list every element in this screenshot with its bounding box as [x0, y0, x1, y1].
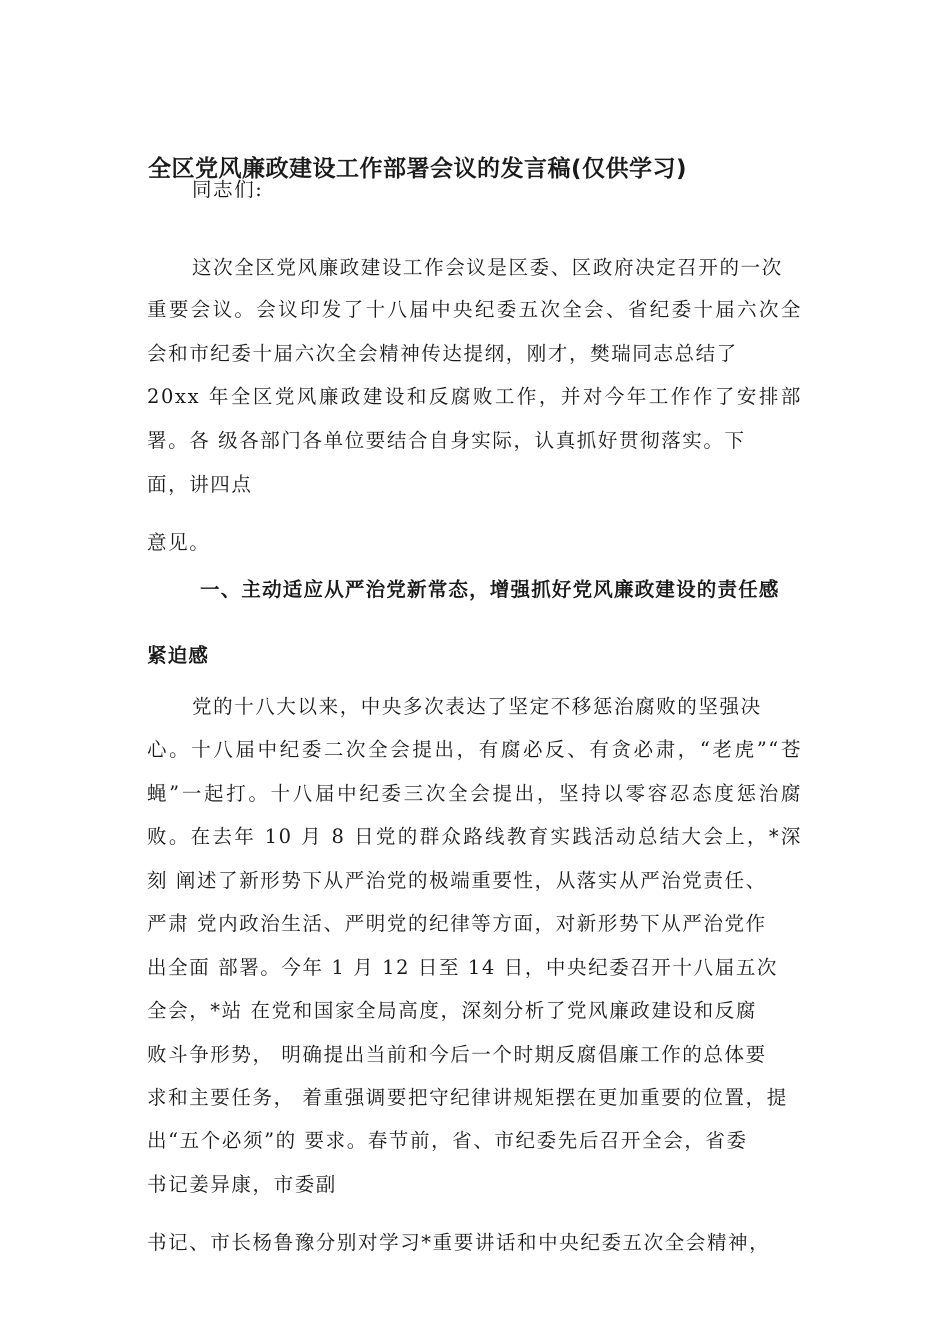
- body-line-3: 蝇”一起打。十八届中纪委三次全会提出，坚持以零容忍态度惩治腐: [147, 782, 802, 805]
- body-line-12: 书记姜异康，市委副: [147, 1173, 337, 1196]
- intro-line-4: 20xx 年全区党风廉政建设和反腐败工作，并对今年工作作了安排部: [147, 385, 802, 408]
- body-line-1: 党的十八大以来，中央多次表达了坚定不移惩治腐败的坚强决: [192, 695, 762, 718]
- salutation: 同志们:: [192, 178, 264, 201]
- intro-line-7: 意见。: [147, 531, 211, 554]
- section-heading-line-1: 一、主动适应从严治党新常态，增强抓好党风廉政建设的责任感: [200, 578, 780, 601]
- intro-line-5: 署。各 级各部门各单位要结合自身实际，认真抓好贯彻落实。下: [147, 429, 746, 452]
- body-line-2: 心。十八届中纪委二次全会提出，有腐必反、有贪必肃，“老虎”“苍: [147, 738, 802, 761]
- body-line-8: 全会，*站 在党和国家全局高度，深刻分析了党风廉政建设和反腐: [147, 999, 757, 1022]
- body-line-5: 刻 阐述了新形势下从严治党的极端重要性，从落实从严治党责任、: [147, 869, 767, 892]
- body-line-7: 出全面 部署。今年 1 月 12 日至 14 日，中央纪委召开十八届五次: [147, 956, 779, 979]
- intro-line-2: 重要会议。会议印发了十八届中央纪委五次全会、省纪委十届六次全: [147, 298, 802, 321]
- body-line-4: 败。在去年 10 月 8 日党的群众路线教育实践活动总结大会上，*深: [147, 825, 802, 848]
- body-line-6: 严肃 党内政治生活、严明党的纪律等方面，对新形势下从严治党作: [147, 912, 767, 935]
- document-title: 全区党风廉政建设工作部署会议的发言稿(仅供学习): [148, 156, 688, 182]
- intro-line-6: 面，讲四点: [147, 473, 253, 496]
- body-line-10: 求和主要任务， 着重强调要把守纪律讲规矩摆在更加重要的位置，提: [147, 1086, 788, 1109]
- body-line-11: 出“五个必须”的 要求。春节前，省、市纪委先后召开全会，省委: [147, 1129, 748, 1152]
- section-heading-line-2: 紧迫感: [147, 644, 210, 667]
- body-line-13: 书记、市长杨鲁豫分别对学习*重要讲话和中央纪委五次全会精神，: [147, 1231, 771, 1254]
- intro-line-3: 会和市纪委十届六次全会精神传达提纲，刚才，樊瑞同志总结了: [147, 342, 738, 365]
- body-line-9: 败斗争形势， 明确提出当前和今后一个时期反腐倡廉工作的总体要: [147, 1043, 767, 1066]
- intro-line-1: 这次全区党风廉政建设工作会议是区委、区政府决定召开的一次: [192, 256, 783, 279]
